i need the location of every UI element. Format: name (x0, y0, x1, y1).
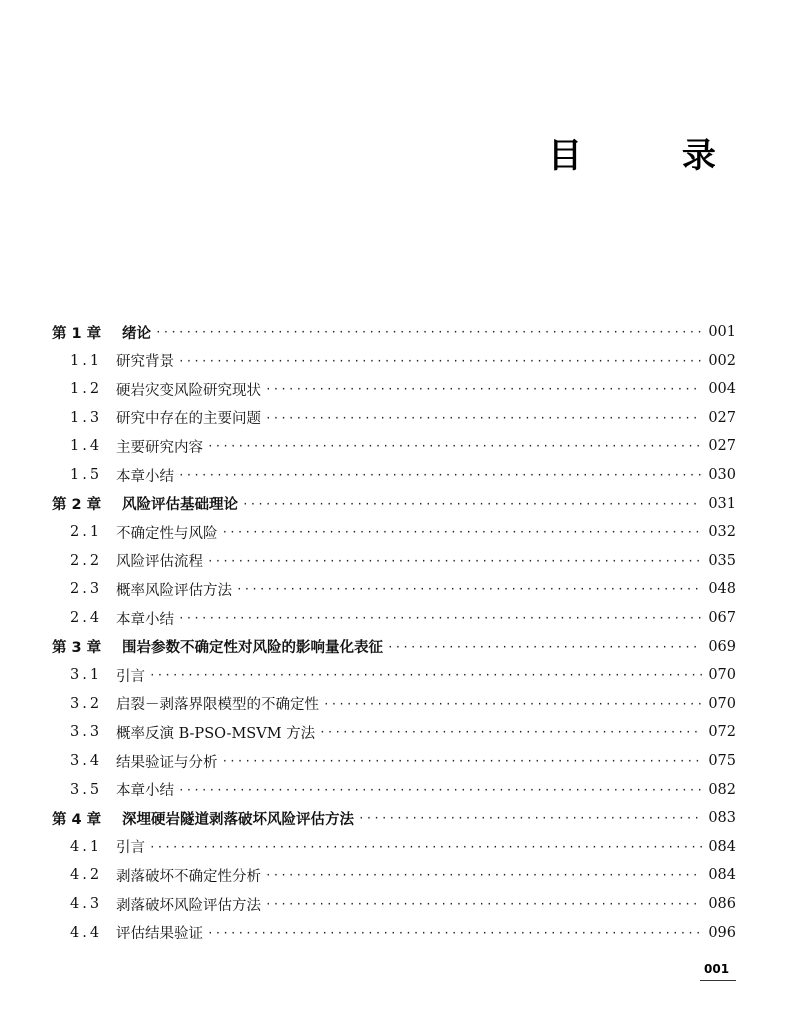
entry-title: 评估结果验证 (116, 926, 203, 943)
toc-section-entry[interactable] (52, 604, 736, 632)
toc-section-entry[interactable] (52, 547, 736, 575)
toc-section-entry[interactable] (52, 661, 736, 689)
entry-page-number: 072 (708, 724, 736, 741)
entry-number: 1.1 (70, 352, 103, 369)
entry-number: 2.1 (70, 524, 103, 541)
toc-section-entry[interactable] (52, 375, 736, 403)
dot-leader (265, 890, 702, 918)
entry-title: 研究中存在的主要问题 (116, 411, 261, 428)
entry-number: 4.3 (70, 896, 103, 912)
entry-page-number: 082 (708, 781, 736, 798)
toc-section-entry[interactable] (52, 919, 736, 947)
toc-section-entry[interactable] (52, 718, 736, 746)
toc-section-entry[interactable] (52, 404, 736, 432)
entry-number: 1.3 (70, 409, 103, 426)
dot-leader (207, 547, 702, 575)
entry-page-number: 004 (708, 381, 736, 398)
dot-leader (178, 604, 702, 632)
entry-page-number: 002 (708, 352, 736, 369)
entry-title: 本章小结 (116, 783, 174, 800)
toc-chapter-entry[interactable] (52, 633, 736, 661)
entry-title: 围岩参数不确定性对风险的影响量化表征 (122, 640, 383, 657)
entry-page-number: 069 (708, 638, 736, 655)
dot-leader (207, 432, 702, 460)
dot-leader (149, 833, 702, 861)
toc-section-entry[interactable] (52, 347, 736, 375)
toc-chapter-entry[interactable] (52, 490, 736, 518)
entry-title: 启裂－剥落界限模型的不确定性 (116, 697, 319, 714)
entry-number: 3.4 (70, 753, 103, 769)
toc-section-entry[interactable] (52, 575, 736, 603)
dot-leader (207, 919, 702, 947)
entry-page-number: 031 (708, 495, 736, 512)
entry-page-number: 070 (708, 695, 736, 712)
entry-page-number: 086 (708, 896, 736, 912)
dot-leader (319, 718, 702, 746)
dot-leader (178, 347, 702, 375)
entry-number: 3.1 (70, 667, 103, 684)
entry-title: 本章小结 (116, 468, 174, 485)
entry-page-number: 070 (708, 667, 736, 684)
toc-section-entry[interactable] (52, 747, 736, 775)
toc-chapter-entry[interactable] (52, 804, 736, 832)
dot-leader (149, 661, 702, 689)
entry-title: 风险评估流程 (116, 554, 203, 571)
entry-number: 第 1 章 (52, 325, 102, 342)
entry-number: 2.4 (70, 610, 103, 626)
dot-leader (265, 404, 702, 432)
dot-leader (178, 461, 702, 489)
toc-section-entry[interactable] (52, 432, 736, 460)
dot-leader (236, 575, 702, 603)
entry-title: 不确定性与风险 (116, 525, 218, 542)
entry-title: 结果验证与分析 (116, 754, 218, 771)
footer-rule (700, 980, 736, 981)
dot-leader (265, 861, 702, 889)
entry-title: 深埋硬岩隧道剥落破坏风险评估方法 (122, 811, 354, 828)
entry-number: 3.2 (70, 695, 103, 712)
entry-title: 剥落破坏不确定性分析 (116, 868, 261, 885)
entry-number: 1.5 (70, 467, 103, 483)
entry-page-number: 084 (708, 838, 736, 855)
entry-title: 绪论 (122, 325, 151, 342)
dot-leader (265, 375, 702, 403)
toc-section-entry[interactable] (52, 461, 736, 489)
toc-section-entry[interactable] (52, 776, 736, 804)
entry-page-number: 067 (708, 610, 736, 626)
toc-section-entry[interactable] (52, 690, 736, 718)
entry-page-number: 027 (708, 409, 736, 426)
entry-page-number: 001 (708, 324, 736, 340)
entry-title: 概率风险评估方法 (116, 582, 232, 599)
entry-title: 风险评估基础理论 (122, 497, 238, 514)
entry-title: 本章小结 (116, 611, 174, 628)
entry-page-number: 032 (708, 524, 736, 541)
entry-number: 4.1 (70, 838, 103, 855)
entry-number: 第 4 章 (52, 811, 102, 828)
entry-title: 剥落破坏风险评估方法 (116, 897, 261, 914)
entry-page-number: 048 (708, 581, 736, 598)
entry-number: 3.5 (70, 781, 103, 798)
entry-page-number: 084 (708, 867, 736, 884)
entry-page-number: 096 (708, 924, 736, 941)
entry-number: 第 3 章 (52, 640, 102, 657)
entry-page-number: 027 (708, 438, 736, 455)
toc-section-entry[interactable] (52, 890, 736, 918)
entry-number: 1.2 (70, 381, 103, 398)
page-title: 目 录 (548, 136, 760, 176)
entry-page-number: 030 (708, 467, 736, 483)
toc-section-entry[interactable] (52, 861, 736, 889)
entry-number: 4.2 (70, 867, 103, 884)
entry-page-number: 083 (708, 810, 736, 827)
dot-leader (155, 318, 702, 346)
page-number: 001 (704, 962, 730, 976)
entry-number: 3.3 (70, 724, 103, 741)
entry-number: 2.3 (70, 581, 103, 598)
entry-page-number: 035 (708, 552, 736, 569)
entry-number: 2.2 (70, 552, 103, 569)
entry-title: 硬岩灾变风险研究现状 (116, 382, 261, 399)
entry-number: 1.4 (70, 438, 103, 455)
entry-number: 4.4 (70, 924, 103, 941)
entry-title: 引言 (116, 840, 145, 857)
entry-title: 主要研究内容 (116, 439, 203, 456)
dot-leader (222, 747, 703, 775)
entry-number: 第 2 章 (52, 497, 102, 514)
toc-section-entry[interactable] (52, 833, 736, 861)
entry-title: 概率反演 B-PSO-MSVM 方法 (116, 725, 316, 742)
toc-section-entry[interactable] (52, 518, 736, 546)
dot-leader (387, 633, 702, 661)
entry-page-number: 075 (708, 753, 736, 769)
dot-leader (178, 776, 702, 804)
dot-leader (222, 518, 703, 546)
toc-chapter-entry[interactable] (52, 318, 736, 346)
entry-title: 研究背景 (116, 354, 174, 371)
entry-title: 引言 (116, 668, 145, 685)
dot-leader (242, 490, 702, 518)
dot-leader (358, 804, 702, 832)
dot-leader (323, 690, 702, 718)
